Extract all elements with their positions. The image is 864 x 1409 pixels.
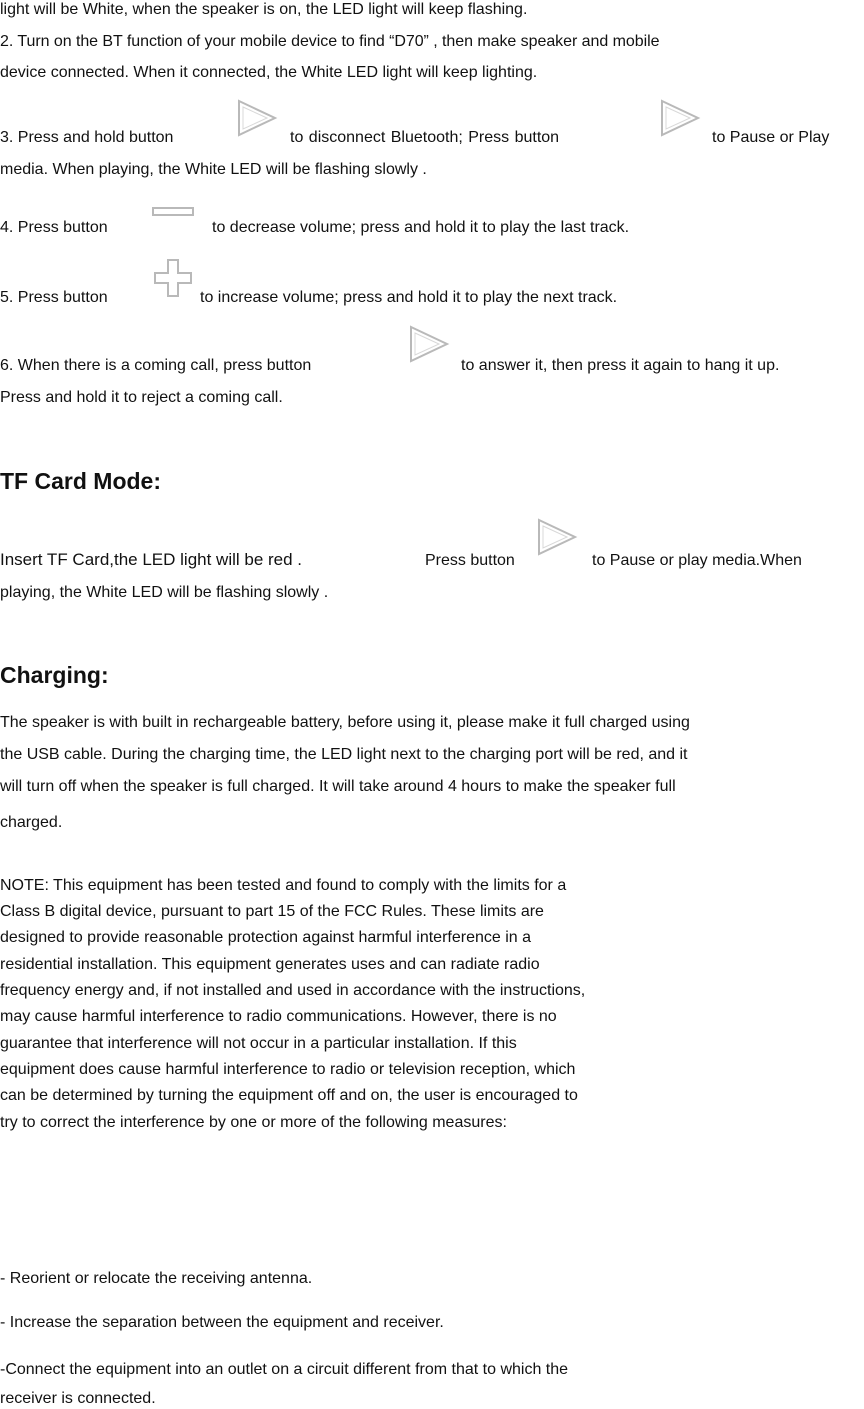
note-line: can be determined by turning the equipment off and on, the user is encouraged to — [0, 1087, 578, 1104]
play-button-icon — [233, 97, 281, 141]
note-line: Class B digital device, pursuant to part 15 of the FCC Rules. These limits are — [0, 903, 544, 920]
step6-rest: to answer it, then press it again to hang it up. — [461, 357, 780, 374]
measure-item: -Connect the equipment into an outlet on a circuit different from that to which the — [0, 1361, 569, 1378]
charging-heading: Charging: — [0, 662, 109, 688]
step2-line2: device connected. When it connected, the White LED light will keep lighting. — [0, 64, 538, 81]
measure-item: - Reorient or relocate the receiving antenna. — [0, 1270, 313, 1287]
step6-lead: 6. When there is a coming call, press button — [0, 357, 312, 374]
note-line: frequency energy and, if not installed and used in accordance with the instructions, — [0, 982, 586, 999]
note-line: equipment does cause harmful interference to radio or television reception, which — [0, 1061, 576, 1078]
note-line: NOTE: This equipment has been tested and found to comply with the limits for a — [0, 877, 567, 894]
step3-mid: to disconnect Bluetooth; Press button — [290, 129, 560, 146]
tf-card-line2: playing, the White LED will be flashing slowly . — [0, 584, 329, 601]
note-line: designed to provide reasonable protection against harmful interference in a — [0, 929, 531, 946]
tf-card-heading: TF Card Mode: — [0, 468, 161, 494]
note-line: may cause harmful interference to radio communications. However, there is no — [0, 1008, 557, 1025]
measure-item: receiver is connected. — [0, 1390, 156, 1407]
step1-text: light will be White, when the speaker is on, the LED light will keep flashing. — [0, 1, 528, 18]
play-button-icon — [405, 323, 453, 367]
tf-card-lead: Insert TF Card,the LED light will be red . — [0, 550, 303, 569]
step6-line2: Press and hold it to reject a coming call. — [0, 389, 283, 406]
step3-lead: 3. Press and hold button — [0, 129, 174, 146]
charging-line: charged. — [0, 814, 63, 831]
tf-card-press: Press button — [425, 552, 515, 569]
play-button-icon — [533, 516, 581, 560]
play-button-icon — [656, 97, 704, 141]
step4-rest: to decrease volume; press and hold it to play the last track. — [212, 219, 630, 236]
step2-line1: 2. Turn on the BT function of your mobile device to find “D70” , then make speaker and mobile — [0, 33, 660, 50]
minus-button-icon — [151, 205, 195, 219]
note-line: residential installation. This equipment generates uses and can radiate radio — [0, 956, 540, 973]
note-line: guarantee that interference will not occur in a particular installation. If this — [0, 1035, 517, 1052]
step5-rest: to increase volume; press and hold it to play the next track. — [200, 289, 618, 306]
note-line: try to correct the interference by one or more of the following measures: — [0, 1114, 507, 1131]
charging-line: will turn off when the speaker is full charged. It will take around 4 hours to make the speaker full — [0, 778, 676, 795]
measure-item: - Increase the separation between the equipment and receiver. — [0, 1314, 444, 1331]
step3-line2: media. When playing, the White LED will be flashing slowly . — [0, 161, 427, 178]
tf-card-end: to Pause or play media.When — [592, 552, 802, 569]
step5-lead: 5. Press button — [0, 289, 108, 306]
charging-line: The speaker is with built in rechargeable battery, before using it, please make it full charged using — [0, 714, 690, 731]
charging-line: the USB cable. During the charging time, the LED light next to the charging port will be red, and it — [0, 746, 688, 763]
plus-button-icon — [151, 256, 195, 300]
step3-end: to Pause or Play — [712, 129, 830, 146]
step4-lead: 4. Press button — [0, 219, 108, 236]
